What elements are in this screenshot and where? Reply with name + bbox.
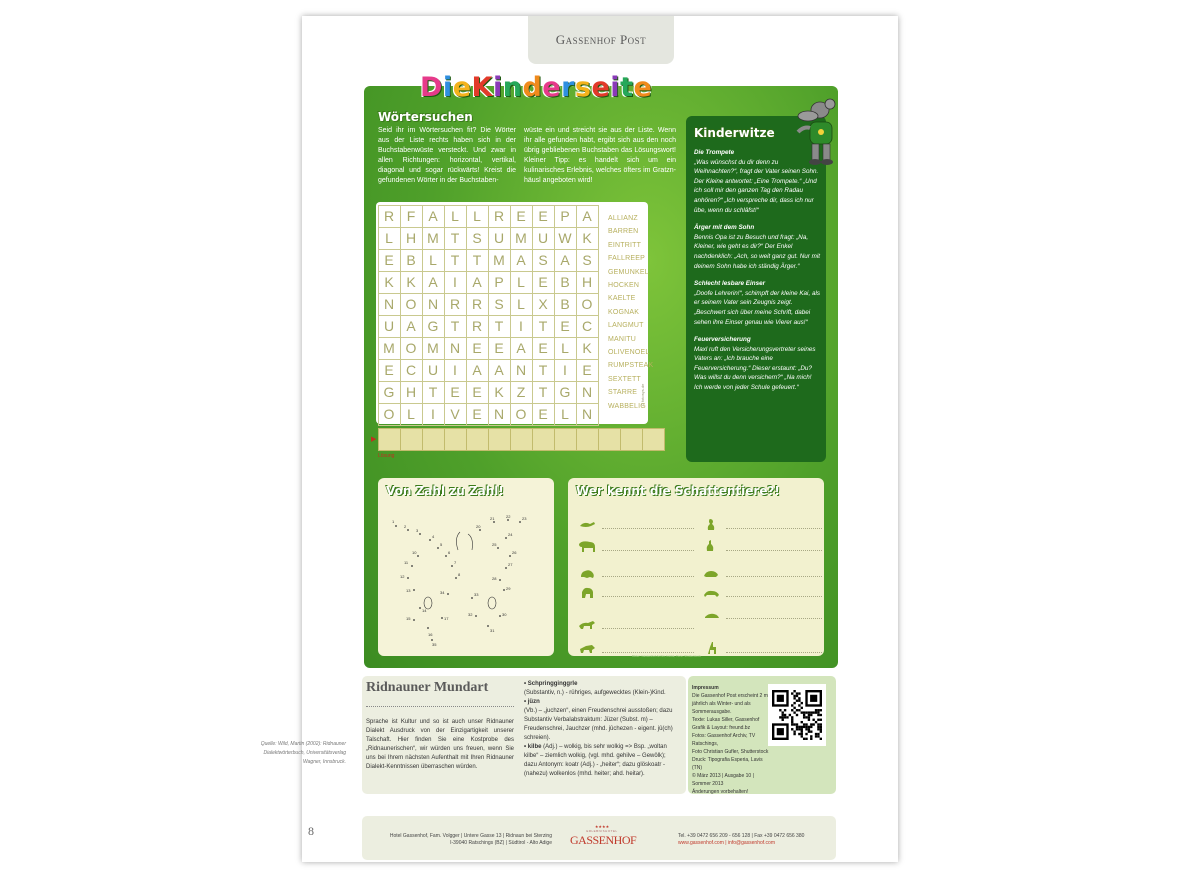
answer-line[interactable] [602, 576, 694, 577]
svg-text:22: 22 [506, 514, 511, 519]
svg-text:4: 4 [432, 534, 435, 539]
svg-text:32: 32 [468, 612, 473, 617]
grid-cell[interactable]: W [554, 227, 577, 250]
svg-text:13: 13 [406, 588, 411, 593]
grid-cell[interactable]: L [510, 293, 533, 316]
title-letter: K [471, 72, 493, 103]
photo-credit: © fotosys.de [640, 383, 645, 406]
impressum-line: Die Gassenhof Post erscheint 2 mal jährlich als Winter- und als Sommerausgabe. [692, 693, 772, 715]
woertersuchen-intro-left: Seid ihr im Wörtersuchen fit? Die Wörter aus der Liste rechts haben sich in der Buchstabenwüste versteckt. Und zwar in allen Richtungen: horizontal, vertikal, diagonal und sogar rückwärts! Kreist die gefundenen Wörter in der Buchstaben- [378, 127, 516, 184]
title-letter: e [452, 72, 472, 103]
svg-text:1: 1 [392, 519, 395, 524]
title-letter: i [492, 72, 503, 103]
word-list-item: BARREN [608, 228, 639, 236]
mundart-definition: (Vb.) – „juchzen“, einen Freudenschrei ausstoßen; dazu Substantiv Verbalabstraktum: Jüzer (Subst. m) – Freudenschrei, Jauchzer (mhd. jûchezen - eigent. jû(ch) schreien). [524, 708, 673, 741]
grid-cell[interactable]: M [378, 337, 401, 360]
impressum-line: Druck: Tipografia Esperia, Lavis (TN) [692, 757, 763, 771]
answer-line[interactable] [726, 550, 822, 551]
mundart-intro: Sprache ist Kultur und so ist auch unser Ridnauner Dialekt Ausdruck von der Einzigartigkeit unserer Talschaft. Hier finden Sie eine Kostprobe des „Ridnaunerischen“, wir würden uns freuen, wenn Sie uns bei Ihrem nächsten Aufenthalt mit Ihren Ridnauner Dialekt-Kenntnissen überraschen würden. [366, 719, 514, 770]
grid-cell[interactable]: P [488, 271, 511, 294]
von-zahl-zu-zahl-title: Von Zahl zu Zahl! [386, 484, 504, 498]
grid-cell[interactable]: E [444, 381, 467, 404]
svg-text:25: 25 [492, 542, 497, 547]
impressum-text [692, 684, 772, 796]
impressum-line: Texte: Lukas Siller, Gassenhof [692, 717, 760, 723]
grid-cell[interactable]: L [400, 403, 423, 426]
impressum-line: © März 2013 | Ausgabe 10 | Sommer 2013 [692, 773, 754, 787]
mundart-definition: (Substantiv, n.) - rühriges, aufgewecktes (Klein-)Kind. [524, 690, 666, 696]
grid-cell[interactable]: N [576, 403, 599, 426]
title-letter: n [502, 72, 523, 103]
grid-cell[interactable]: S [466, 227, 489, 250]
grid-cell[interactable]: K [576, 227, 599, 250]
logo-stars: ★★★★ [594, 824, 610, 829]
grid-cell[interactable]: A [510, 337, 533, 360]
grid-cell[interactable]: E [510, 205, 533, 228]
word-list-item: STARRE [608, 389, 638, 397]
svg-text:27: 27 [508, 562, 513, 567]
word-list-item: EINTRITT [608, 241, 642, 249]
divider [366, 706, 514, 707]
grid-cell[interactable]: R [466, 293, 489, 316]
svg-text:28: 28 [492, 576, 497, 581]
grid-cell[interactable]: E [378, 249, 401, 272]
schattentiere-title: Wer kennt die Schattentiere?! [576, 484, 780, 498]
contact-web[interactable]: www.gassenhof.com | info@gassenhof.com [678, 840, 775, 846]
svg-text:7: 7 [454, 560, 457, 565]
impressum-line: Fotos: Gassenhof Archiv, TV Ratschings, [692, 733, 756, 747]
solution-letter-box[interactable] [444, 428, 467, 451]
mundart-definition: (Adj.) – wolkig, bis sehr wolkig => Bsp. „woltan kilbe“ – ziemlich wolkig, (vgl. mhd. gehilve – Gewölk); dazu Antonym: koatr (Adj.) - „heiter“; dazu glöskoatr - (nahezu) wolkenlos (mhd. heiter; ahd. heitar). [524, 744, 667, 777]
grid-cell[interactable]: L [554, 337, 577, 360]
animal-silhouette-icon [578, 566, 596, 578]
grid-cell[interactable]: G [422, 315, 445, 338]
grid-cell[interactable]: A [422, 271, 445, 294]
grid-cell[interactable]: L [466, 205, 489, 228]
svg-text:35: 35 [432, 642, 437, 647]
answer-line[interactable] [602, 652, 694, 653]
grid-cell[interactable]: M [510, 227, 533, 250]
grid-cell[interactable]: E [532, 337, 555, 360]
title-letter: d [522, 72, 543, 103]
grid-cell[interactable]: I [444, 271, 467, 294]
gassenhof-logo[interactable] [570, 824, 637, 848]
grid-cell[interactable]: A [488, 359, 511, 382]
word-list-item: RUMPSTEAK [608, 362, 654, 370]
solution-letter-box[interactable] [532, 428, 555, 451]
word-list-item: MANITU [608, 335, 637, 343]
grid-cell[interactable]: M [488, 249, 511, 272]
answer-line[interactable] [726, 652, 822, 653]
mundart-term: • kilbe [524, 744, 542, 750]
word-list [608, 212, 653, 413]
address-line-1: Hotel Gassenhof, Fam. Volgger | Untere Gasse 13 | Ridnaun bei Sterzing [389, 833, 552, 839]
svg-text:6: 6 [448, 550, 451, 555]
mundart-entry [524, 743, 680, 779]
svg-text:17: 17 [444, 616, 449, 621]
animal-silhouette-icon [702, 608, 720, 620]
grid-cell[interactable]: A [510, 249, 533, 272]
grid-cell[interactable]: E [466, 381, 489, 404]
svg-text:12: 12 [400, 574, 405, 579]
grid-cell[interactable]: L [510, 271, 533, 294]
grid-cell[interactable]: N [576, 381, 599, 404]
grid-cell[interactable]: N [444, 337, 467, 360]
svg-text:3: 3 [416, 528, 419, 533]
solution-letter-box[interactable] [598, 428, 621, 451]
mundart-source: Quelle: Wild, Martin (2002): Ridnauner Dialektwörterbuch, Universitätsverlag Wagner, Innsbruck. [260, 741, 346, 765]
svg-text:10: 10 [412, 550, 417, 555]
animal-silhouette-icon [578, 518, 596, 530]
publication-name: Gassenhof Post [555, 32, 647, 47]
svg-text:34: 34 [440, 590, 445, 595]
joke-title: Die Trompete [694, 149, 735, 156]
animal-silhouette-icon [702, 518, 720, 530]
grid-cell[interactable]: T [444, 227, 467, 250]
grid-cell[interactable]: G [554, 381, 577, 404]
solution-label: Lösung [378, 453, 395, 459]
animal-silhouette-icon [702, 540, 720, 552]
grid-cell[interactable]: N [510, 359, 533, 382]
grid-cell[interactable]: E [576, 359, 599, 382]
title-letter: s [574, 72, 592, 103]
grid-cell[interactable]: K [488, 381, 511, 404]
grid-cell[interactable]: B [554, 293, 577, 316]
animal-silhouette-icon [702, 642, 720, 654]
grid-cell[interactable]: K [400, 271, 423, 294]
solution-input-strip[interactable] [378, 428, 664, 450]
word-list-item: FALLREEP [608, 255, 646, 263]
solution-letter-box[interactable] [378, 428, 401, 451]
title-letter: D [420, 72, 443, 103]
grid-cell[interactable]: E [488, 337, 511, 360]
woertersuchen-intro-right: wüste ein und streicht sie aus der Liste. Wenn ihr alle gefunden habt, ergibt sich aus den noch übrig gebliebenen Buchstaben das Lösungswort! Kleiner Tipp: es handelt sich um ein kulinarisches Erlebnis, welches öfters im Gratzn-häusl angeboten wird! [524, 127, 676, 184]
svg-text:14: 14 [422, 608, 427, 613]
joke-text: „Doofe Lehrerin!“, schimpft der kleine Kai, als er seinem Vater sein Zeugnis zeigt. „Beschwert sich über meine Schrift, dabei sehen ihre Einser genau wie Vierer aus!“ [694, 289, 820, 326]
grid-cell[interactable]: U [532, 227, 555, 250]
svg-text:26: 26 [512, 550, 517, 555]
grid-cell[interactable]: R [488, 205, 511, 228]
joke-title: Feuerversicherung [694, 336, 751, 344]
grid-cell[interactable]: F [400, 205, 423, 228]
animal-silhouette-icon [578, 540, 596, 552]
impressum-line: Foto Christian Gufler, Shutterstock [692, 749, 769, 755]
logo-subtitle: ERLEBNISHOTEL [586, 829, 618, 833]
joke-text: Bennis Opa ist zu Besuch und fragt: „Na, Kleiner, wie geht es dir?“ Der Enkel nachdenklich: „Ach, so weit ganz gut. Nur mit deinem Sohn habe ich ständig Ärger.“ [694, 233, 820, 270]
grid-cell[interactable]: U [378, 315, 401, 338]
grid-cell[interactable]: E [532, 271, 555, 294]
solution-arrow-icon: ▶ [371, 436, 377, 443]
grid-cell[interactable]: A [422, 205, 445, 228]
contact-phone: Tel. +39 0472 656 209 - 656 128 | Fax +39 0472 656 380 [678, 833, 805, 839]
wordsearch-grid[interactable] [378, 205, 598, 425]
svg-text:21: 21 [490, 516, 495, 521]
grid-cell[interactable]: B [400, 249, 423, 272]
grid-cell[interactable]: I [510, 315, 533, 338]
grid-cell[interactable]: C [400, 359, 423, 382]
grid-cell[interactable]: T [466, 249, 489, 272]
kinderwitze-title: Kinderwitze [694, 126, 775, 140]
animal-silhouette-icon [702, 586, 720, 598]
impressum-line: Änderungen vorbehalten! [692, 789, 749, 795]
kinderseite-title [420, 72, 652, 103]
joke-title: Ärger mit dem Sohn [694, 224, 755, 232]
joke-title: Schlecht lesbare Einser [694, 280, 766, 288]
mundart-title: Ridnauner Mundart [366, 680, 489, 695]
grid-cell[interactable]: O [378, 403, 401, 426]
grid-cell[interactable]: A [466, 359, 489, 382]
title-letter: e [591, 72, 611, 103]
svg-text:29: 29 [506, 586, 511, 591]
title-letter: e [633, 72, 653, 103]
grid-cell[interactable]: A [576, 205, 599, 228]
qr-code-icon[interactable] [768, 684, 826, 746]
grid-cell[interactable]: R [466, 315, 489, 338]
grid-cell[interactable]: N [422, 293, 445, 316]
woertersuchen-title: Wörtersuchen [378, 110, 473, 124]
word-list-item: SEXTETT [608, 375, 641, 383]
grid-cell[interactable]: S [532, 249, 555, 272]
answer-line[interactable] [602, 528, 694, 529]
title-letter: i [442, 72, 453, 103]
jokes-list [694, 148, 820, 393]
animal-silhouette-icon [578, 618, 596, 630]
solution-letter-box[interactable] [620, 428, 643, 451]
title-letter: r [561, 72, 575, 103]
grid-cell[interactable]: S [488, 293, 511, 316]
grid-cell[interactable]: A [554, 249, 577, 272]
svg-text:16: 16 [428, 632, 433, 637]
impressum-title: Impressum [692, 685, 719, 691]
word-list-item: KAELTE [608, 295, 636, 303]
grid-cell[interactable]: C [576, 315, 599, 338]
svg-text:15: 15 [406, 616, 411, 621]
solution-letter-box[interactable] [510, 428, 533, 451]
grid-cell[interactable]: E [554, 315, 577, 338]
svg-text:11: 11 [404, 560, 409, 565]
grid-cell[interactable]: A [466, 271, 489, 294]
solution-letter-box[interactable] [554, 428, 577, 451]
word-list-item: WABBELIG [608, 402, 646, 410]
grid-cell[interactable]: O [400, 293, 423, 316]
grid-cell[interactable]: S [576, 249, 599, 272]
grid-cell[interactable]: R [378, 205, 401, 228]
solution-letter-box[interactable] [642, 428, 665, 451]
mundart-entry [524, 680, 680, 698]
svg-text:33: 33 [474, 592, 479, 597]
answer-line[interactable] [602, 550, 694, 551]
grid-cell[interactable]: B [554, 271, 577, 294]
svg-text:24: 24 [508, 532, 513, 537]
address-line-2: I-39040 Ratschings (BZ) | Südtirol - Alto Adige [450, 840, 552, 846]
grid-cell[interactable]: L [554, 403, 577, 426]
joke-text: Maxl ruft den Versicherungsvertreter seines Vaters an: „Ich brauche eine Feuerversicherung.“ Dieser erstaunt: „Du? Was willst du denn versichern?“ „Na mich! Ich werde von jeder Schule gefeuert.“ [694, 345, 816, 392]
footer-contact [678, 833, 834, 847]
grid-cell[interactable]: T [422, 381, 445, 404]
grid-cell[interactable]: E [532, 205, 555, 228]
svg-text:20: 20 [476, 524, 481, 529]
grid-cell[interactable]: L [422, 249, 445, 272]
grid-cell[interactable]: O [510, 403, 533, 426]
answer-line[interactable] [602, 596, 694, 597]
solution-letter-box[interactable] [576, 428, 599, 451]
animal-silhouette-icon [702, 566, 720, 578]
magazine-page [302, 16, 898, 862]
grid-cell[interactable]: T [532, 315, 555, 338]
grid-cell[interactable]: E [466, 337, 489, 360]
grid-cell[interactable]: N [488, 403, 511, 426]
word-list-item: HOCKEN [608, 282, 640, 290]
grid-cell[interactable]: T [488, 315, 511, 338]
grid-cell[interactable]: R [444, 293, 467, 316]
word-list-item: LANGMUT [608, 322, 644, 330]
grid-cell[interactable]: T [444, 249, 467, 272]
grid-cell[interactable]: L [378, 227, 401, 250]
grid-cell[interactable]: I [554, 359, 577, 382]
grid-cell[interactable]: O [576, 293, 599, 316]
word-list-item: ALLIANZ [608, 215, 638, 222]
impressum-line: Grafik & Layout: freund.bz [692, 725, 751, 731]
title-letter: i [610, 72, 621, 103]
grid-cell[interactable]: M [422, 337, 445, 360]
svg-text:5: 5 [440, 542, 443, 547]
grid-cell[interactable]: I [444, 359, 467, 382]
solution-letter-box[interactable] [400, 428, 423, 451]
word-list-item: GEMUNKEL [608, 268, 649, 276]
grid-cell[interactable]: O [400, 337, 423, 360]
grid-cell[interactable]: A [400, 315, 423, 338]
mundart-term: • jüzn [524, 699, 540, 705]
mundart-term: • Schpringginggrle [524, 681, 578, 687]
word-list-item: KOGNAK [608, 308, 640, 316]
schattentiere-box [568, 478, 824, 656]
grid-cell[interactable]: E [532, 403, 555, 426]
grid-cell[interactable]: U [422, 359, 445, 382]
grid-cell[interactable]: K [378, 271, 401, 294]
mundart-entries [524, 680, 680, 779]
svg-text:30: 30 [502, 612, 507, 617]
grid-cell[interactable]: X [532, 293, 555, 316]
grid-cell[interactable]: E [378, 359, 401, 382]
joke-text: „Was wünschst du dir denn zu Weihnachten?“, fragt der Vater seinen Sohn. Der Kleine antwortet: „Eine Trompete.“ „Und ich soll mir den ganzen Tag den Radau anhören?“ „Ich verspreche dir, dass ich nur übe, wenn du schläfst!“ [694, 158, 819, 214]
grid-cell[interactable]: T [532, 359, 555, 382]
page-number: 8 [308, 824, 314, 838]
grid-cell[interactable]: Z [510, 381, 533, 404]
solution-letter-box[interactable] [488, 428, 511, 451]
grid-cell[interactable]: E [466, 403, 489, 426]
grid-cell[interactable]: N [378, 293, 401, 316]
answer-line[interactable] [602, 628, 694, 629]
answer-line[interactable] [726, 618, 822, 619]
mundart-entry [524, 698, 680, 743]
solution-letter-box[interactable] [422, 428, 445, 451]
grid-cell[interactable]: G [378, 381, 401, 404]
logo-wordmark: GASSENHOF [570, 833, 637, 847]
dot-to-dot-butterfly-icon[interactable] [388, 508, 544, 648]
animal-silhouette-icon [578, 642, 596, 654]
grid-cell[interactable]: U [488, 227, 511, 250]
title-letter: e [542, 72, 562, 103]
publication-header [528, 16, 674, 64]
grid-cell[interactable]: H [576, 271, 599, 294]
grid-cell[interactable]: M [422, 227, 445, 250]
animal-silhouette-icon [578, 586, 596, 598]
answer-line[interactable] [726, 576, 822, 577]
title-letter: t [620, 72, 634, 103]
svg-text:31: 31 [490, 628, 495, 633]
answer-line[interactable] [726, 528, 822, 529]
grid-cell[interactable]: L [444, 205, 467, 228]
svg-text:8: 8 [458, 572, 461, 577]
footer-address [366, 833, 552, 847]
grid-cell[interactable]: T [532, 381, 555, 404]
solution-letter-box[interactable] [466, 428, 489, 451]
svg-text:2: 2 [404, 524, 407, 529]
grid-cell[interactable]: H [400, 381, 423, 404]
grid-cell[interactable]: V [444, 403, 467, 426]
grid-cell[interactable]: I [422, 403, 445, 426]
image-credits: Bilder: Gassenhof Archiv, fotolia, Tiere: Shutterstock [632, 654, 701, 658]
svg-text:23: 23 [522, 516, 527, 521]
grid-cell[interactable]: K [576, 337, 599, 360]
word-list-item: OLIVENOEL [608, 349, 650, 357]
grid-cell[interactable]: T [444, 315, 467, 338]
grid-cell[interactable]: P [554, 205, 577, 228]
grid-cell[interactable]: H [400, 227, 423, 250]
answer-line[interactable] [726, 596, 822, 597]
